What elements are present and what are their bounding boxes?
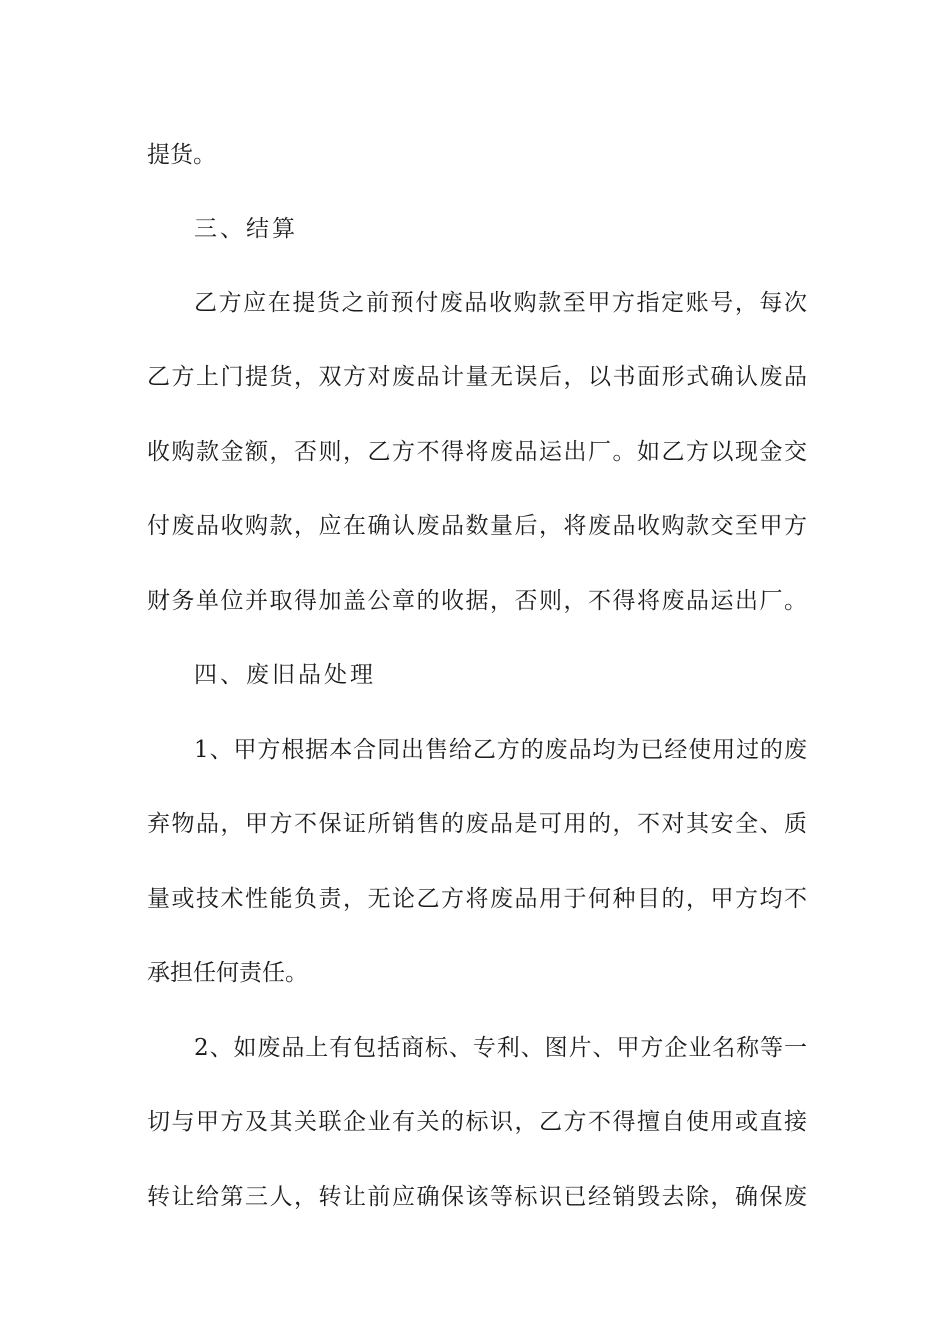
text-line-5: 收购款金额，否则，乙方不得将废品运出厂。如乙方以现金交 <box>147 439 807 465</box>
section-heading-settlement: 三、结算 <box>194 216 298 242</box>
text-line-4: 乙方上门提货，双方对废品计量无误后，以书面形式确认废品 <box>147 364 807 390</box>
text-line-1: 提货。 <box>147 142 216 168</box>
text-line-15: 转让给第三人，转让前应确保该等标识已经销毁去除，确保废 <box>147 1184 807 1210</box>
text-line-11: 量或技术性能负责，无论乙方将废品用于何种目的，甲方均不 <box>147 886 807 912</box>
text-line-13: 2、如废品上有包括商标、专利、图片、甲方企业名称等一 <box>194 1035 807 1061</box>
section-heading-waste-handling: 四、废旧品处理 <box>194 662 376 688</box>
text-line-10: 弃物品，甲方不保证所销售的废品是可用的，不对其安全、质 <box>147 811 807 837</box>
text-line-3: 乙方应在提货之前预付废品收购款至甲方指定账号，每次 <box>194 290 807 316</box>
text-line-12: 承担任何责任。 <box>147 960 308 986</box>
text-line-9: 1、甲方根据本合同出售给乙方的废品均为已经使用过的废 <box>194 737 807 763</box>
text-line-14: 切与甲方及其关联企业有关的标识，乙方不得擅自使用或直接 <box>147 1109 807 1135</box>
text-line-6: 付废品收购款，应在确认废品数量后，将废品收购款交至甲方 <box>147 513 807 539</box>
text-line-7: 财务单位并取得加盖公章的收据，否则，不得将废品运出厂。 <box>147 588 807 614</box>
